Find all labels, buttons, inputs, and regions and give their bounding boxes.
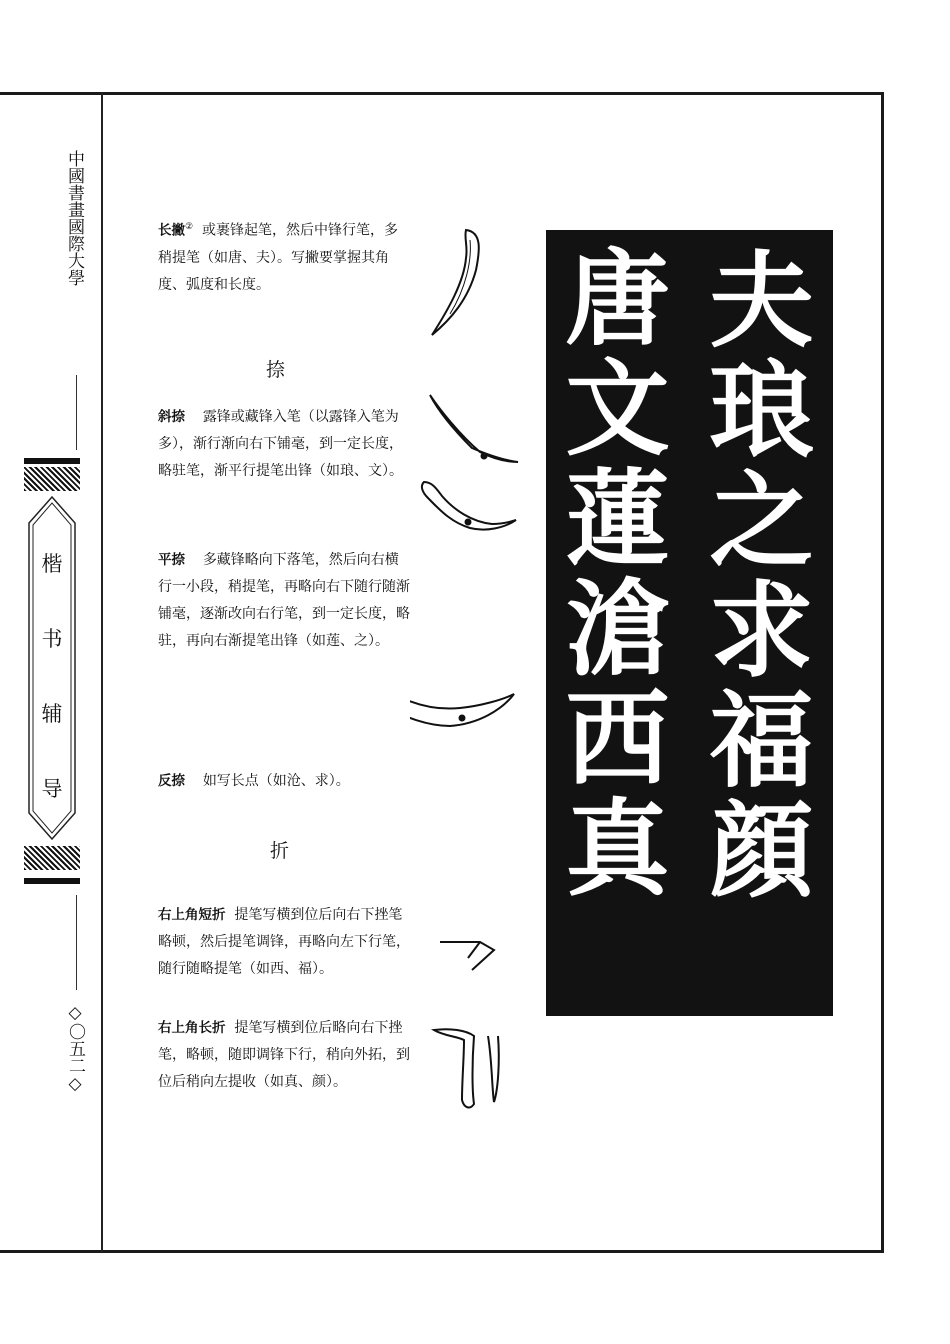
term: 长撇 [158, 222, 185, 239]
paragraph-text: 如写长点（如沧、求）。 [202, 773, 350, 789]
paragraph-ping-na [158, 547, 410, 655]
paragraph-short-turn [158, 902, 410, 983]
term: 右上角短折 [158, 907, 226, 923]
calligraphy-rubbing [546, 230, 833, 1016]
term: 反捺 [158, 773, 185, 789]
term: 右上角长折 [158, 1020, 226, 1036]
short-turn-stroke-diagram [440, 942, 494, 970]
paragraph-text: 提笔写横到位后向右下挫笔略顿，然后提笔调锋，再略向左下行笔，随行随略提笔（如西、福）。 [158, 907, 410, 977]
paragraph-xie-na [158, 404, 410, 485]
ornament-hatch [24, 467, 80, 491]
paragraph-text: 多藏锋略向下落笔，然后向右横行一小段，稍提笔，再略向右下随行随渐铺毫，逐渐改向右行笔，到一定长度，略驻，再向右渐提笔出锋（如莲、之）。 [158, 552, 410, 649]
rubbing-column-left [546, 230, 689, 1030]
rubbing-column-right [690, 230, 833, 1032]
section-label: 楷 [41, 552, 63, 576]
stroke-diagrams [410, 210, 530, 1130]
paragraph-text: 或裹锋起笔，然后中锋行笔，多稍提笔（如唐、夫）。写撇要掌握其角度、弧度和长度。 [158, 222, 398, 293]
rubbing-character: 琅 [709, 349, 814, 472]
heading-zhe: 折 [270, 840, 290, 862]
sidebar-divider [76, 375, 77, 450]
rubbing-character: 之 [709, 459, 814, 582]
term: 平捺 [158, 552, 185, 568]
ornament-bar [24, 458, 80, 464]
rubbing-character: 蓮 [565, 457, 670, 580]
sidebar-rule [101, 92, 103, 1252]
frame-bottom-rule [0, 1250, 884, 1253]
long-turn-stroke-diagram [434, 1029, 474, 1107]
rubbing-character: 顔 [709, 789, 814, 912]
rubbing-character: 西 [565, 677, 670, 800]
section-label: 辅 [41, 702, 63, 726]
rubbing-character: 福 [709, 679, 814, 802]
page-number: ◇〇五二◇ [65, 1003, 85, 1094]
rubbing-character: 求 [709, 569, 814, 692]
paragraph-text: 露锋或藏锋入笔（以露锋入笔为多），渐行渐向右下铺毫，到一定长度，略驻笔，渐平行提笔出锋（如琅、文）。 [158, 409, 403, 479]
section-label: 导 [41, 777, 63, 801]
paragraph-long-pie [158, 214, 410, 299]
rubbing-character: 文 [565, 347, 670, 470]
paragraph-long-turn [158, 1015, 410, 1096]
footnote-mark: ② [185, 222, 194, 232]
term: 斜捺 [158, 409, 185, 425]
frame-right-rule [881, 92, 884, 1253]
ornament-bar [24, 878, 80, 884]
rubbing-character: 夫 [709, 239, 814, 362]
frame-top-rule [0, 92, 884, 95]
rubbing-character: 滄 [565, 567, 670, 690]
rubbing-character: 唐 [565, 237, 670, 360]
paragraph-text: 提笔写横到位后略向右下挫笔，略顿，随即调锋下行，稍向外拓，到位后稍向左提收（如真、颜）。 [158, 1020, 410, 1090]
xie-na-stroke-diagram [430, 395, 518, 462]
ornament-hatch [24, 846, 80, 870]
paragraph-fan-na [158, 768, 410, 795]
sidebar-divider [76, 895, 77, 990]
heading-na: 捺 [266, 359, 286, 381]
series-title: 中國書畫國際大學 [64, 150, 84, 286]
long-pie-stroke-diagram [432, 230, 479, 335]
section-label: 书 [41, 627, 63, 651]
rubbing-character: 真 [565, 787, 670, 910]
